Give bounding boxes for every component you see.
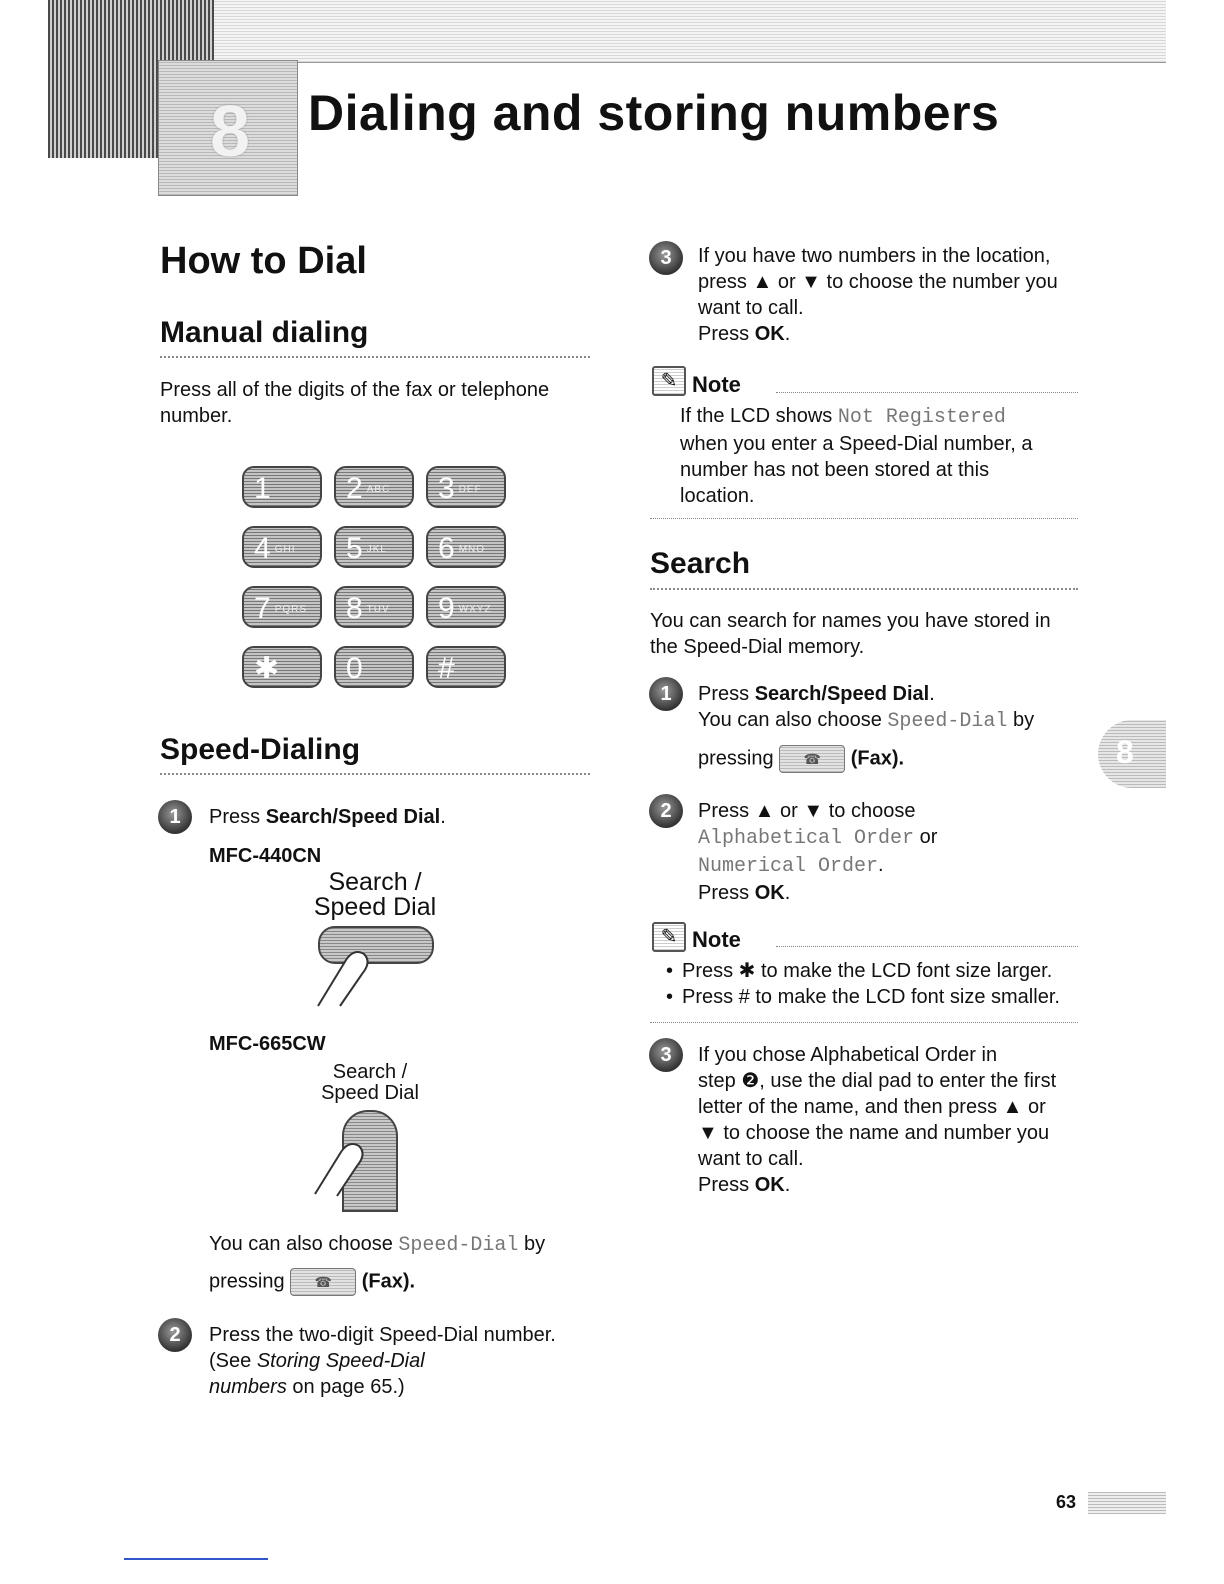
divider [650, 518, 1078, 519]
chapter-title: Dialing and storing numbers [308, 85, 1000, 141]
list-item: • Press ✱ to make the LCD font size larger. [660, 958, 1090, 984]
note-pencil-icon: ✎ [652, 366, 686, 396]
model-label-440cn: MFC-440CN [209, 845, 322, 867]
key-0[interactable]: 0 [334, 646, 414, 688]
speed-pressing-fax-text: pressing ☎ (Fax). [209, 1268, 415, 1296]
key-5[interactable]: 5 JKL [334, 526, 414, 568]
note-title: Note [692, 372, 741, 397]
list-item: • Press # to make the LCD font size smaller. [660, 984, 1090, 1010]
note-title: Note [692, 927, 741, 952]
header-band [48, 0, 1166, 63]
note-pencil-icon: ✎ [652, 922, 686, 952]
section-title-how-to-dial: How to Dial [160, 240, 367, 282]
finger-press-icon [305, 1130, 385, 1200]
divider [160, 773, 590, 775]
key-1[interactable]: 1 [242, 466, 322, 508]
step-badge-3: 3 [649, 1038, 683, 1072]
chapter-number: 8 [209, 92, 251, 172]
text-line: number. [160, 405, 233, 427]
heading-manual-dialing: Manual dialing [160, 316, 369, 349]
heading-speed-dialing: Speed-Dialing [160, 733, 361, 766]
divider [650, 588, 1078, 590]
footer-line [124, 1558, 268, 1560]
search-speed-dial-label-440cn: Search / Speed Dial [313, 868, 437, 921]
step-badge-2: 2 [649, 794, 683, 828]
step-badge-1: 1 [158, 800, 192, 834]
page-number: 63 [1056, 1492, 1077, 1512]
speed-also-choose-text: You can also choose Speed-Dial by [209, 1233, 546, 1257]
page-number-tab [1088, 1492, 1166, 1514]
model-label-665cw: MFC-665CW [209, 1033, 326, 1055]
speed-step1-text: Press Search/Speed Dial. [209, 806, 446, 828]
step-badge-3: 3 [649, 241, 683, 275]
key-3[interactable]: 3 DEF [426, 466, 506, 508]
dial-keypad [242, 466, 512, 688]
text-line: Press all of the digits of the fax or telephone [160, 379, 550, 401]
key-6[interactable]: 6 MNO [426, 526, 506, 568]
fax-button-icon: ☎ [290, 1268, 356, 1296]
key-9[interactable]: 9 WXYZ [426, 586, 506, 628]
fax-button-icon: ☎ [779, 745, 845, 773]
note1-text: If the LCD shows Not Registered when you enter a Speed-Dial number, a number has not been stored at this location. [680, 405, 1033, 507]
divider [650, 1022, 1078, 1023]
step-badge-2: 2 [158, 1318, 192, 1352]
key-8[interactable]: 8 TUV [334, 586, 414, 628]
speed-step2-text: Press the two-digit Speed-Dial number. (See Storing Speed-Dial numbers on page 65.) [209, 1324, 556, 1398]
step-badge-1: 1 [649, 677, 683, 711]
key-2[interactable]: 2 ABC [334, 466, 414, 508]
note2-list [660, 958, 1090, 1010]
key-7[interactable]: 7 PQRS [242, 586, 322, 628]
side-tab-number: 8 [1116, 734, 1134, 770]
divider [776, 946, 1078, 947]
search-step3-text: If you chose Alphabetical Order in step ❷, use the dial pad to enter the first letter of the name, and then press ▲ or ▼ to choose the name and number you want to call. Press OK. [698, 1044, 1057, 1196]
finger-press-icon [300, 940, 390, 1010]
manual-dialing-text [160, 377, 600, 429]
search-speed-dial-label-665cw: Search / Speed Dial [321, 1061, 419, 1104]
divider [776, 392, 1078, 393]
step3-text: If you have two numbers in the location, press ▲ or ▼ to choose the number you want to call. Press OK. [698, 245, 1058, 345]
heading-search: Search [650, 547, 751, 580]
side-chapter-tab [1098, 720, 1166, 788]
search-step2-text: Press ▲ or ▼ to choose Alphabetical Order or Numerical Order. Press OK. [698, 800, 938, 904]
key-star[interactable]: ✱ [242, 646, 322, 688]
search-step1-text: Press Search/Speed Dial. You can also choose Speed-Dial by pressing ☎ (Fax). [698, 681, 1098, 773]
search-intro-text: You can search for names you have stored in the Speed-Dial memory. [650, 610, 1051, 658]
key-hash[interactable]: # [426, 646, 506, 688]
divider [160, 356, 590, 358]
key-4[interactable]: 4 GHI [242, 526, 322, 568]
